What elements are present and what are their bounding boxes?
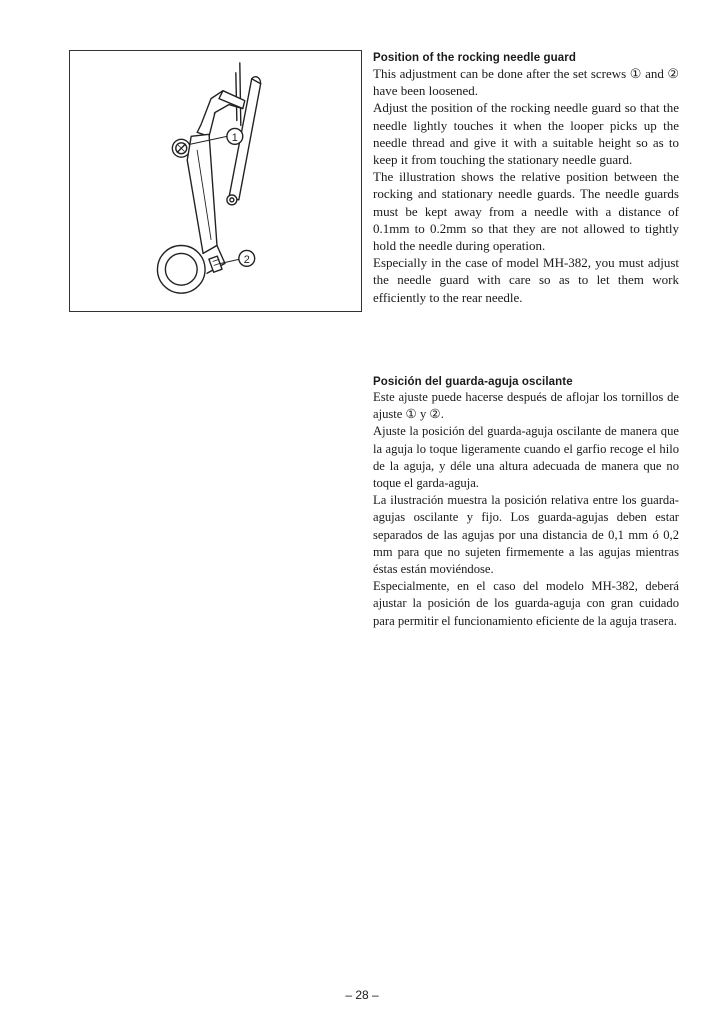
needle-guard-diagram bbox=[70, 51, 361, 311]
spanish-paragraph: Este ajuste puede hacerse después de aflojar los tornillos de ajuste ① y ②. bbox=[373, 390, 679, 422]
spanish-paragraph: La ilustración muestra la posición relativa entre los guarda-agujas oscilante y fijo. Los guarda-agujas deben estar separados de las agujas por una distancia de 0,1 mm ó 0,2 mm para que no sujeten firmemente a las agujas mientras éstas están moviéndose. bbox=[373, 493, 679, 577]
english-paragraph: Adjust the position of the rocking needle guard so that the needle lightly touches it when the looper picks up the needle thread and give it with a suitable height so as to keep it from touching the stationary needle guard. bbox=[373, 100, 679, 168]
spanish-paragraph: Ajuste la posición del guarda-aguja oscilante de manera que la aguja lo toque ligeramente cuando el garfio recoge el hilo de la aguja, y déle una altura adecuada de manera que no toque el garda-aguja. bbox=[373, 424, 679, 491]
english-heading: Position of the rocking needle guard bbox=[373, 52, 576, 64]
needle-guard-illustration bbox=[69, 50, 362, 312]
callout-1-label: 1 bbox=[231, 131, 238, 144]
english-paragraph: This adjustment can be done after the set screws ① and ② have been loosened. bbox=[373, 66, 679, 99]
rocking-guard-arm bbox=[187, 134, 217, 253]
spanish-paragraph: Especialmente, en el caso del modelo MH-382, deberá ajustar la posición de los guarda-aguja con gran cuidado para permitir el funcionamiento eficiente de la aguja trasera. bbox=[373, 579, 679, 628]
english-paragraph: Especially in the case of model MH-382, you must adjust the needle guard with care so as to let them work efficiently to the rear needle. bbox=[373, 255, 679, 305]
page-number: – 28 – bbox=[345, 988, 379, 1002]
callout-2-label: 2 bbox=[243, 253, 250, 266]
english-section bbox=[373, 52, 679, 306]
spanish-heading: Posición del guarda-aguja oscilante bbox=[373, 376, 573, 388]
english-paragraph: The illustration shows the relative position between the rocking and stationary needle guards. The needle guards must be kept away from a needle with a distance of 0.1mm to 0.2mm so that they are not allowed to tightly hold the needle during operation. bbox=[373, 169, 679, 254]
stationary-guard-end bbox=[227, 195, 237, 205]
needle-line bbox=[240, 63, 241, 126]
spanish-section bbox=[373, 376, 679, 630]
